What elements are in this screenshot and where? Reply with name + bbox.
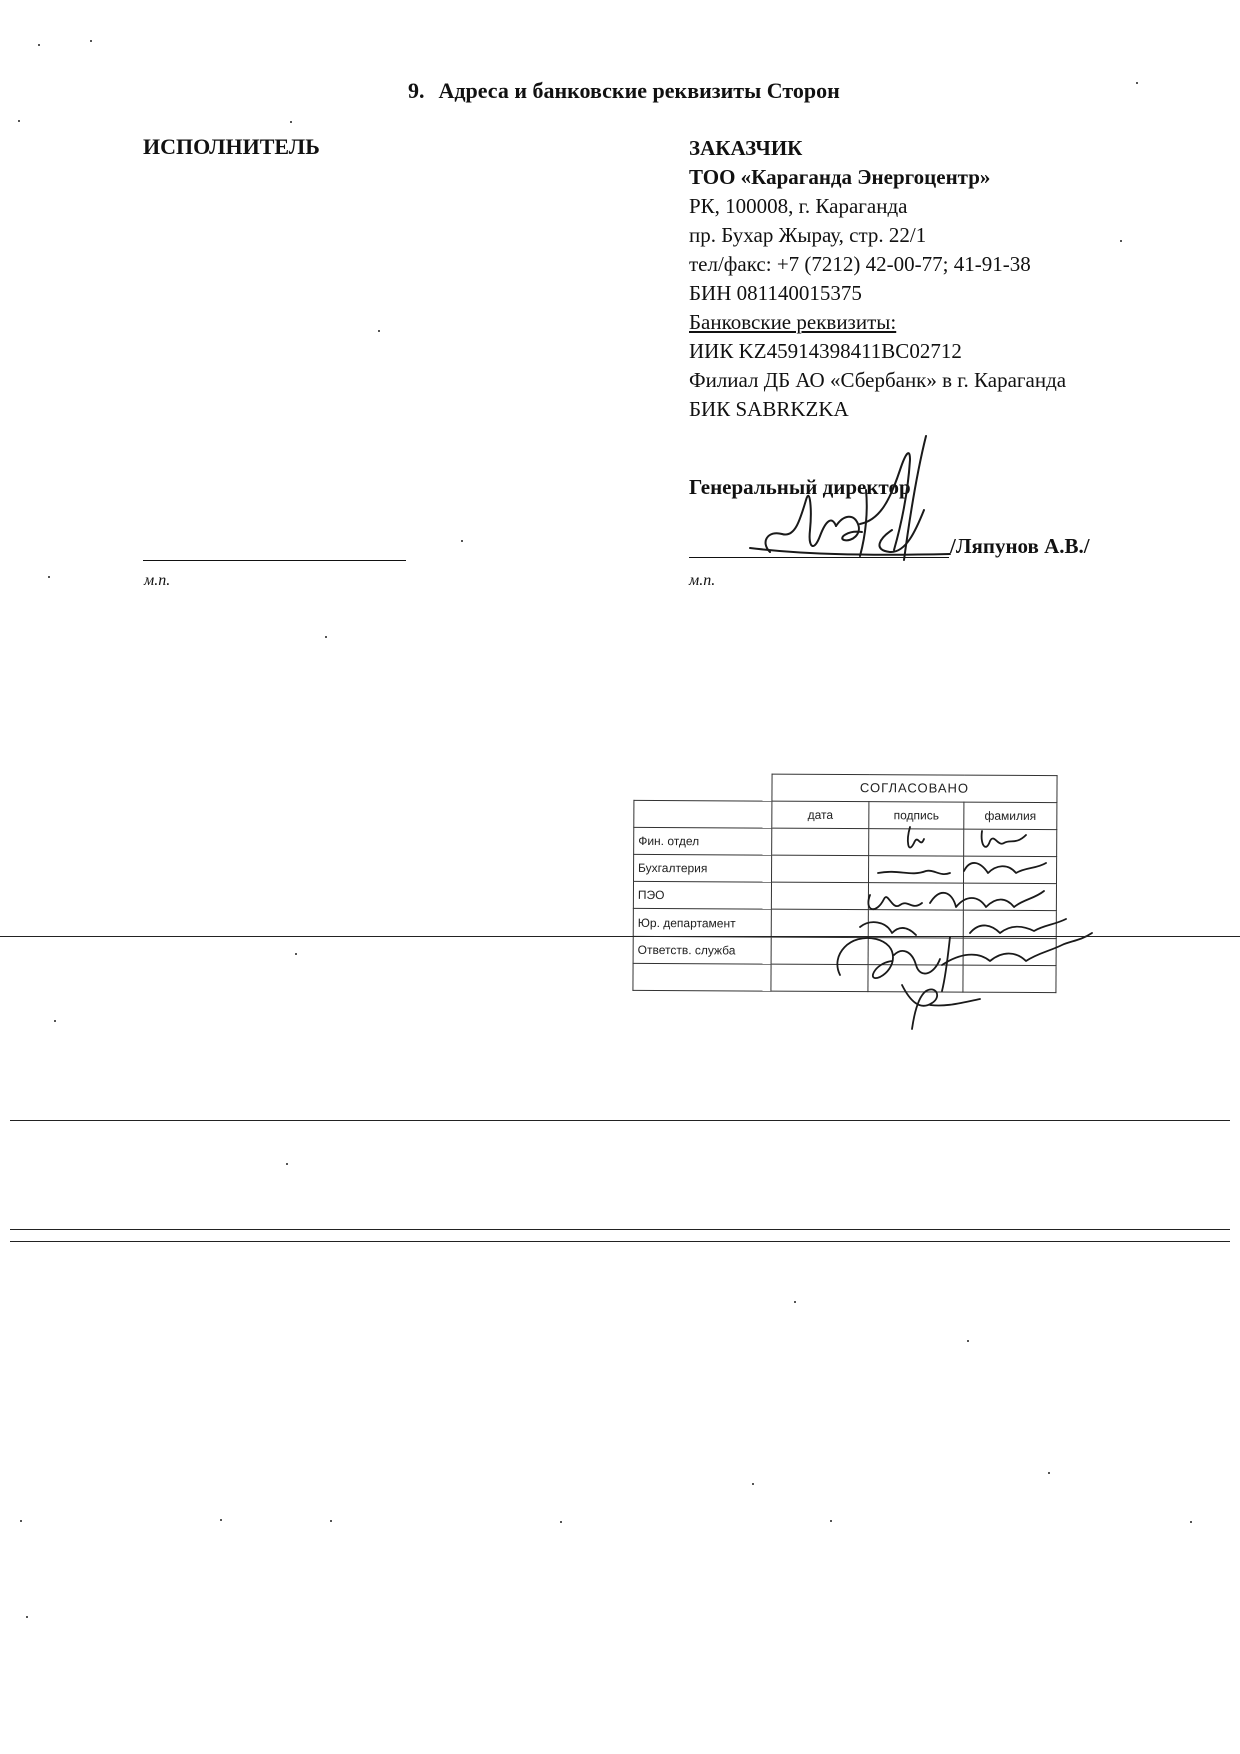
horizontal-rule bbox=[0, 936, 1240, 937]
scan-speck bbox=[752, 1483, 754, 1485]
scan-speck bbox=[90, 40, 92, 42]
scan-speck bbox=[1190, 1521, 1192, 1523]
scan-speck bbox=[286, 1163, 288, 1165]
scan-speck bbox=[20, 1520, 22, 1522]
scan-speck bbox=[1136, 82, 1138, 84]
row-label: ПЭО bbox=[633, 882, 771, 910]
column-surname: фамилия bbox=[964, 802, 1057, 830]
table-row bbox=[634, 854, 1057, 883]
row-label: Ответств. служба bbox=[633, 936, 771, 964]
horizontal-rule bbox=[10, 1241, 1230, 1242]
horizontal-rule bbox=[10, 1229, 1230, 1230]
section-heading bbox=[408, 78, 840, 104]
approval-title: СОГЛАСОВАНО bbox=[772, 774, 1057, 802]
column-signature: подпись bbox=[869, 801, 964, 829]
customer-bank-label: Банковские реквизиты: bbox=[689, 310, 897, 334]
row-label: Фин. отдел bbox=[634, 827, 772, 855]
executor-signature-line bbox=[143, 560, 406, 561]
scan-speck bbox=[220, 1519, 222, 1521]
customer-stamp-place: м.п. bbox=[689, 572, 716, 589]
customer-company: ТОО «Караганда Энергоцентр» bbox=[689, 165, 991, 189]
scan-speck bbox=[378, 330, 380, 332]
director-name: /Ляпунов А.В./ bbox=[950, 534, 1090, 558]
customer-signature-line bbox=[689, 557, 949, 558]
executor-stamp-place: м.п. bbox=[144, 572, 171, 589]
director-signature bbox=[740, 430, 980, 570]
scan-speck bbox=[290, 121, 292, 123]
row-label: Юр. департамент bbox=[633, 909, 771, 937]
scan-speck bbox=[54, 1020, 56, 1022]
scan-speck bbox=[26, 1616, 28, 1618]
approval-table bbox=[632, 773, 1057, 993]
row-label: Бухгалтерия bbox=[634, 854, 772, 882]
section-title: Адреса и банковские реквизиты Сторон bbox=[438, 78, 840, 103]
scan-speck bbox=[461, 540, 463, 542]
table-row bbox=[633, 936, 1056, 965]
scan-speck bbox=[560, 1521, 562, 1523]
column-date: дата bbox=[772, 801, 869, 829]
table-row bbox=[634, 827, 1057, 856]
scan-speck bbox=[18, 120, 20, 122]
customer-bank: Филиал ДБ АО «Сбербанк» в г. Караганда bbox=[689, 368, 1067, 392]
customer-bik: БИК SABRKZKA bbox=[689, 397, 849, 421]
scan-speck bbox=[1120, 240, 1122, 242]
customer-address-line2: пр. Бухар Жырау, стр. 22/1 bbox=[689, 223, 927, 247]
table-row bbox=[633, 963, 1056, 992]
row-label bbox=[633, 963, 771, 991]
customer-iik: ИИК KZ45914398411BC02712 bbox=[689, 339, 962, 363]
scan-speck bbox=[794, 1301, 796, 1303]
table-row bbox=[633, 882, 1056, 911]
scan-speck bbox=[830, 1520, 832, 1522]
horizontal-rule bbox=[10, 1120, 1230, 1121]
executor-title: ИСПОЛНИТЕЛЬ bbox=[143, 134, 320, 159]
scan-speck bbox=[1048, 1472, 1050, 1474]
customer-phone: тел/факс: +7 (7212) 42-00-77; 41-91-38 bbox=[689, 252, 1031, 276]
approval-stamp bbox=[632, 773, 1056, 993]
scan-speck bbox=[967, 1340, 969, 1342]
table-row bbox=[633, 909, 1056, 938]
customer-title: ЗАКАЗЧИК bbox=[689, 136, 803, 160]
scan-speck bbox=[325, 636, 327, 638]
scan-speck bbox=[38, 44, 40, 46]
scan-speck bbox=[295, 953, 297, 955]
scan-speck bbox=[330, 1520, 332, 1522]
director-title: Генеральный директор bbox=[689, 475, 911, 499]
customer-address-line1: РК, 100008, г. Караганда bbox=[689, 194, 908, 218]
section-number: 9. bbox=[408, 78, 425, 103]
customer-bin: БИН 081140015375 bbox=[689, 281, 862, 305]
scan-speck bbox=[48, 576, 50, 578]
customer-details bbox=[689, 134, 1066, 424]
